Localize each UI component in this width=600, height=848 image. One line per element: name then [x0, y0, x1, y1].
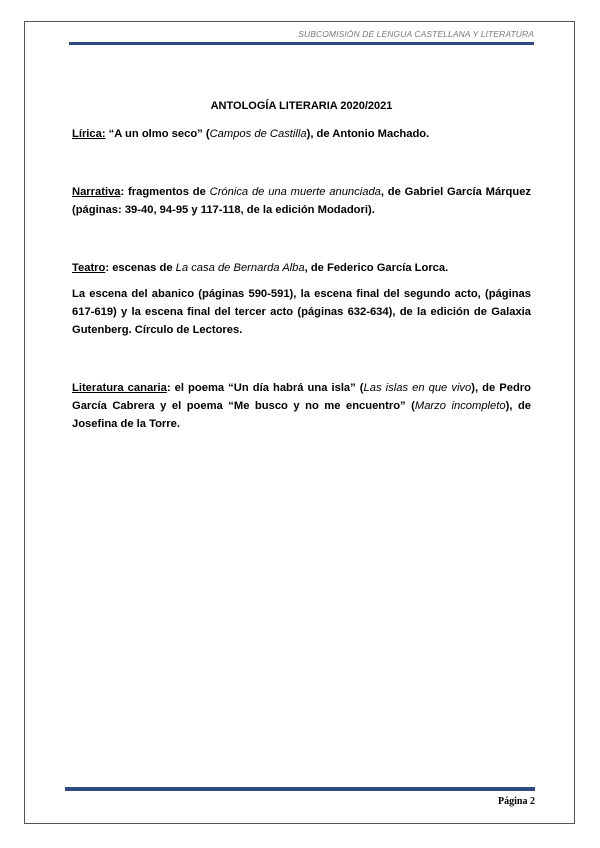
- lirica-label: Lírica:: [72, 128, 106, 140]
- narrativa-paragraph: [72, 183, 531, 219]
- teatro-label: Teatro: [72, 262, 106, 274]
- teatro-work-title: La casa de Bernarda Alba: [175, 262, 305, 274]
- narrativa-work-title: Crónica de una muerte anunciada: [209, 186, 381, 198]
- lirica-paragraph: [72, 125, 531, 143]
- narrativa-text-before: : fragmentos de: [120, 186, 210, 198]
- canaria-text-2: ), de Pedro García Cabrera y el poema “Me busco y no me encuentro” (: [72, 382, 531, 412]
- running-header: SUBCOMISIÓN DE LENGUA CASTELLANA Y LITERATURA: [298, 29, 534, 39]
- canaria-work-title-2: Marzo incompleto: [414, 400, 506, 412]
- lirica-text-before: “A un olmo seco” (: [105, 128, 210, 140]
- page-number: Página 2: [498, 796, 535, 807]
- canaria-text-1: : el poema “Un día habrá una isla” (: [166, 382, 364, 394]
- document-body: [72, 93, 531, 433]
- footer-rule: [65, 787, 535, 791]
- narrativa-text-after: , de Gabriel García Márquez (páginas: 39-40, 94-95 y 117-118, de la edición Modadori).: [72, 186, 532, 216]
- canaria-work-title-1: Las islas en que vivo: [363, 382, 472, 394]
- document-title: ANTOLOGÍA LITERARIA 2020/2021: [210, 100, 393, 112]
- header-rule: [69, 42, 534, 45]
- narrativa-label: Narrativa: [72, 186, 121, 198]
- teatro-paragraph: [72, 259, 531, 277]
- lirica-work-title: Campos de Castilla: [209, 128, 307, 140]
- teatro-detail-paragraph: La escena del abanico (páginas 590-591), la escena final del segundo acto, (páginas 617-619) y la escena final del tercer acto (páginas 632-634), de la edición de Galaxia Gutenberg. Círculo de Lectores.: [72, 288, 531, 336]
- canaria-label: Literatura canaria: [72, 382, 167, 394]
- teatro-text-after: , de Federico García Lorca.: [304, 262, 449, 274]
- teatro-text-before: : escenas de: [105, 262, 176, 274]
- lirica-text-after: ), de Antonio Machado.: [306, 128, 430, 140]
- canaria-text-3: ), de Josefina de la Torre.: [72, 400, 531, 430]
- canaria-paragraph: [72, 379, 531, 433]
